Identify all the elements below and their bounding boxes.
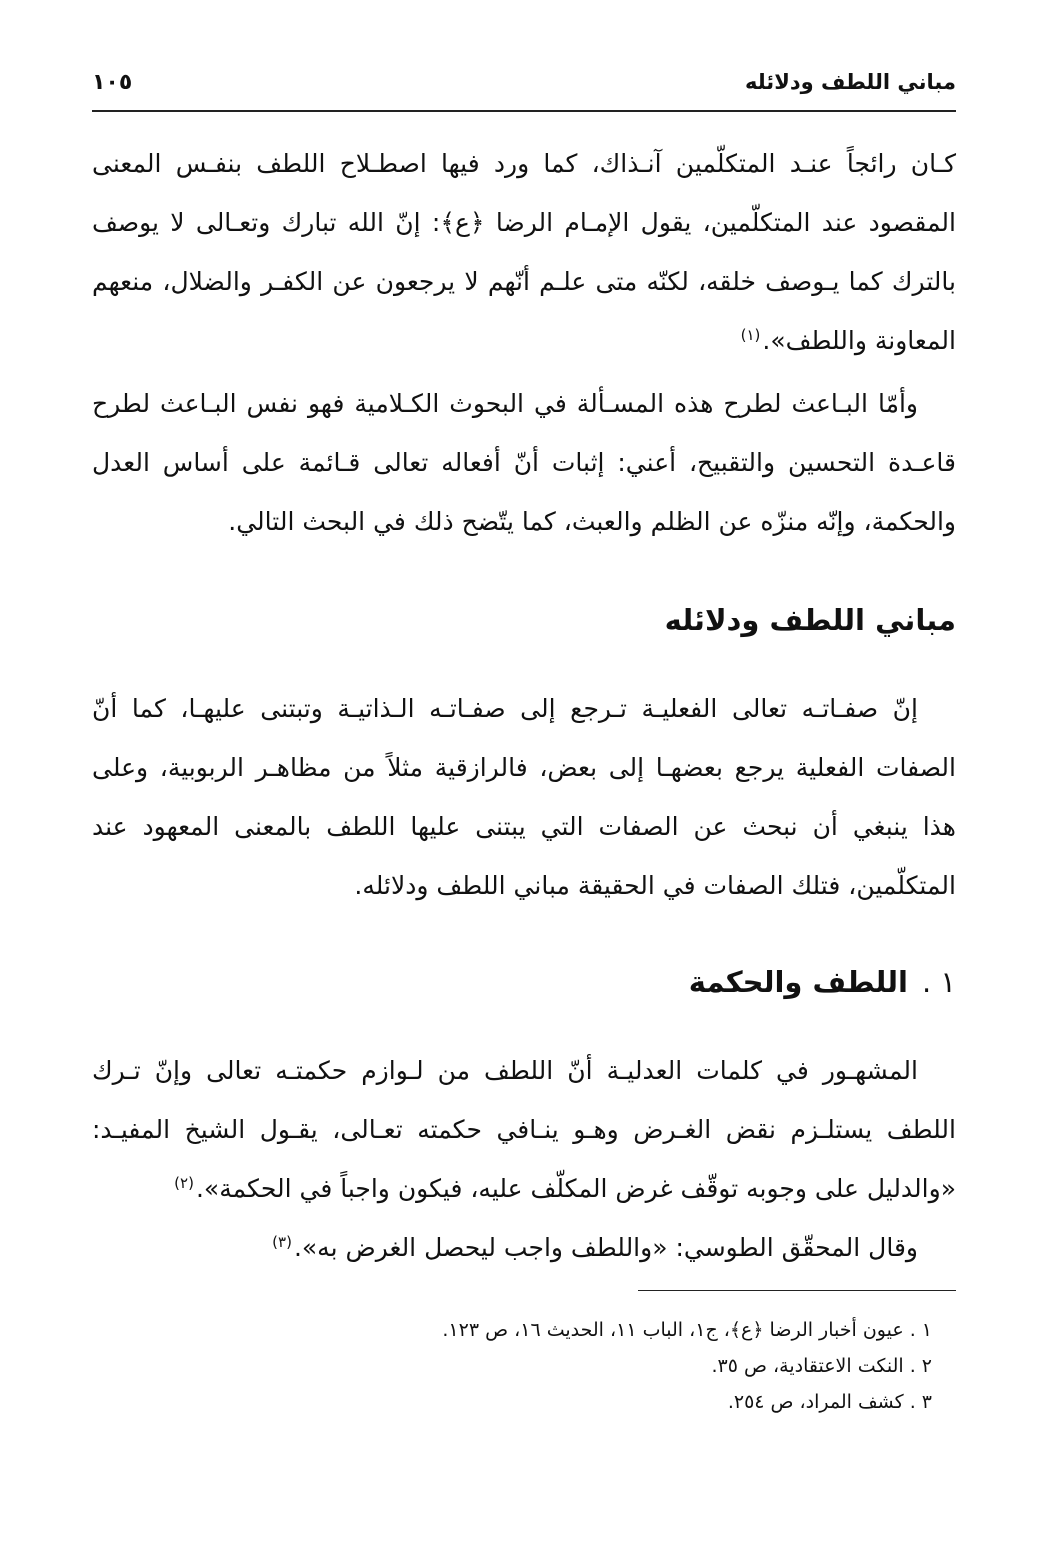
page-number: ١٠٥ [92, 69, 133, 95]
paragraph-5 [92, 1218, 956, 1277]
paragraph-4-text: المشهـور في كلمات العدليـة أنّ اللطف من لـوازم حكمتـه تعالى وإنّ تـرك اللطف يستلـزم نقض الغـرض وهـو ينـافي حكمته تعـالى، يقـول الشيخ المفيـد: «والدليل على وجوبه توقّف غرض المكلّف عليه، فيكون واجباً في الحكمة». [92, 1056, 956, 1203]
footnote-ref-1: (١) [740, 325, 761, 344]
main-text [92, 134, 956, 1277]
paragraph-1-text: كـان رائجاً عنـد المتكلّمين آنـذاك، كما ورد فيها اصطـلاح اللطف بنفـس المعنى المقصود عند المتكلّمين، يقول الإمـام الرضا ﴿ع﴾: إنّ الله تبارك وتعـالى لا يوصف بالترك كما يـوصف خلقه، لكنّه متى علـم أنّهم لا يرجعون عن الكفـر والضلال، منعهم المعاونة واللطف». [92, 149, 956, 355]
paragraph-2: وأمّا البـاعث لطرح هذه المسـألة في البحوث الكـلامية فهو نفس البـاعث لطرح قاعـدة التحسين والتقبيح، أعني: إثبات أنّ أفعاله تعالى قـائمة على أساس العدل والحكمة، وإنّه منزّه عن الظلم والعبث، كما يتّضح ذلك في البحث التالي. [92, 389, 956, 536]
footnote-ref-3: (٣) [272, 1232, 292, 1251]
footnote-ref-2: (٢) [174, 1173, 194, 1192]
running-title: مباني اللطف ودلائله [745, 70, 956, 94]
page-header [92, 60, 956, 104]
paragraph-3: إنّ صفـاتـه تعالى الفعليـة تـرجع إلى صفـاتـه الـذاتيـة وتبتنى عليهـا، كما أنّ الصفات الفعلية يرجع بعضهـا إلى بعض، فالرازقية مثلاً من مظاهـر الربوبية، وعلى هذا ينبغي أن نبحث عن الصفات التي يبتنى عليها اللطف بالمعنى المعهود عند المتكلّمين، فتلك الصفات في الحقيقة مباني اللطف ودلائله. [92, 694, 956, 900]
subsection-number: ١ . [921, 965, 956, 999]
paragraph-4 [92, 1041, 956, 1218]
footnote-1: ١ . عيون أخبار الرضا ﴿ع﴾، ج١، الباب ١١، الحديث ١٦، ص ١٢٣. [442, 1319, 932, 1341]
footnote-3: ٣ . كشف المراد، ص ٢٥٤. [727, 1391, 932, 1413]
section-heading: مباني اللطف ودلائله [664, 603, 956, 637]
header-divider [92, 110, 956, 112]
subsection-title: اللطف والحكمة [688, 965, 908, 999]
subsection-heading [92, 965, 956, 999]
footnote-divider [638, 1290, 956, 1291]
footnote-2: ٢ . النكت الاعتقادية، ص ٣٥. [711, 1355, 932, 1377]
paragraph-5-text: وقال المحقّق الطوسي: «واللطف واجب ليحصل الغرض به». [293, 1233, 918, 1262]
footnotes [92, 1312, 956, 1420]
paragraph-1 [92, 134, 956, 370]
